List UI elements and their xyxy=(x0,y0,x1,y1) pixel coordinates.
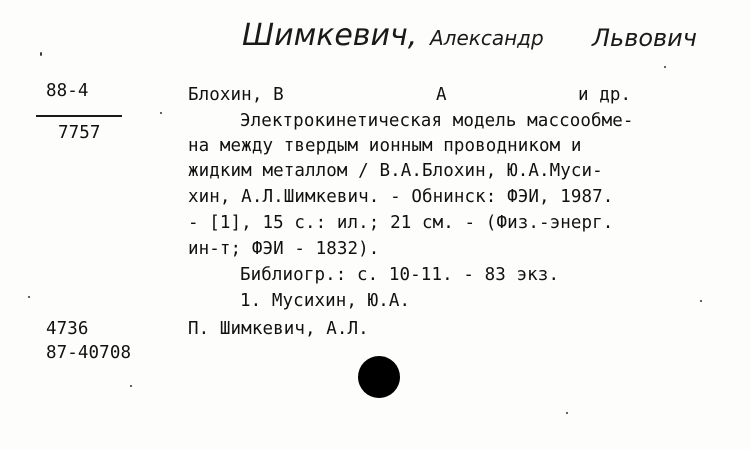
classification-top: 88-4 xyxy=(46,81,89,101)
scan-speck xyxy=(130,385,132,387)
tracing-1: 1. Мусихин, Ю.А. xyxy=(240,291,411,311)
handwritten-patronymic: Львович xyxy=(592,24,697,52)
scan-speck xyxy=(664,66,666,68)
heading-initial: А xyxy=(436,85,447,105)
bibliography-note: Библиогр.: с. 10-11. - 83 экз. xyxy=(240,265,560,285)
title-line-6: ин-т; ФЭИ - 1832). xyxy=(188,239,380,259)
heading-et-al: и др. xyxy=(578,85,632,105)
title-line-3: жидким металлом / В.А.Блохин, Ю.А.Муси- xyxy=(188,161,603,181)
handwritten-surname: Шимкевич, xyxy=(242,18,418,53)
scan-speck xyxy=(160,112,162,114)
title-line-2: на между твердым ионным проводником и xyxy=(188,136,582,156)
classification-divider xyxy=(36,115,122,117)
heading-author: Блохин, В xyxy=(188,85,284,105)
classification-bottom: 7757 xyxy=(58,123,101,143)
title-line-4: хин, А.Л.Шимкевич. - Обнинск: ФЭИ, 1987. xyxy=(188,187,614,207)
inventory-number-2: 87-40708 xyxy=(46,343,132,363)
tracing-2: П. Шимкевич, А.Л. xyxy=(188,319,369,339)
title-line-1: Электрокинетическая модель массообме- xyxy=(240,111,634,131)
handwritten-first-name: Александр xyxy=(430,26,544,50)
scan-speck xyxy=(40,52,42,56)
inventory-number-1: 4736 xyxy=(46,319,89,339)
punch-hole xyxy=(358,356,400,398)
title-line-5: - [1], 15 с.: ил.; 21 см. - (Физ.-энерг. xyxy=(188,213,614,233)
scan-speck xyxy=(700,300,702,302)
scan-speck xyxy=(28,296,30,298)
scan-speck xyxy=(566,412,568,414)
